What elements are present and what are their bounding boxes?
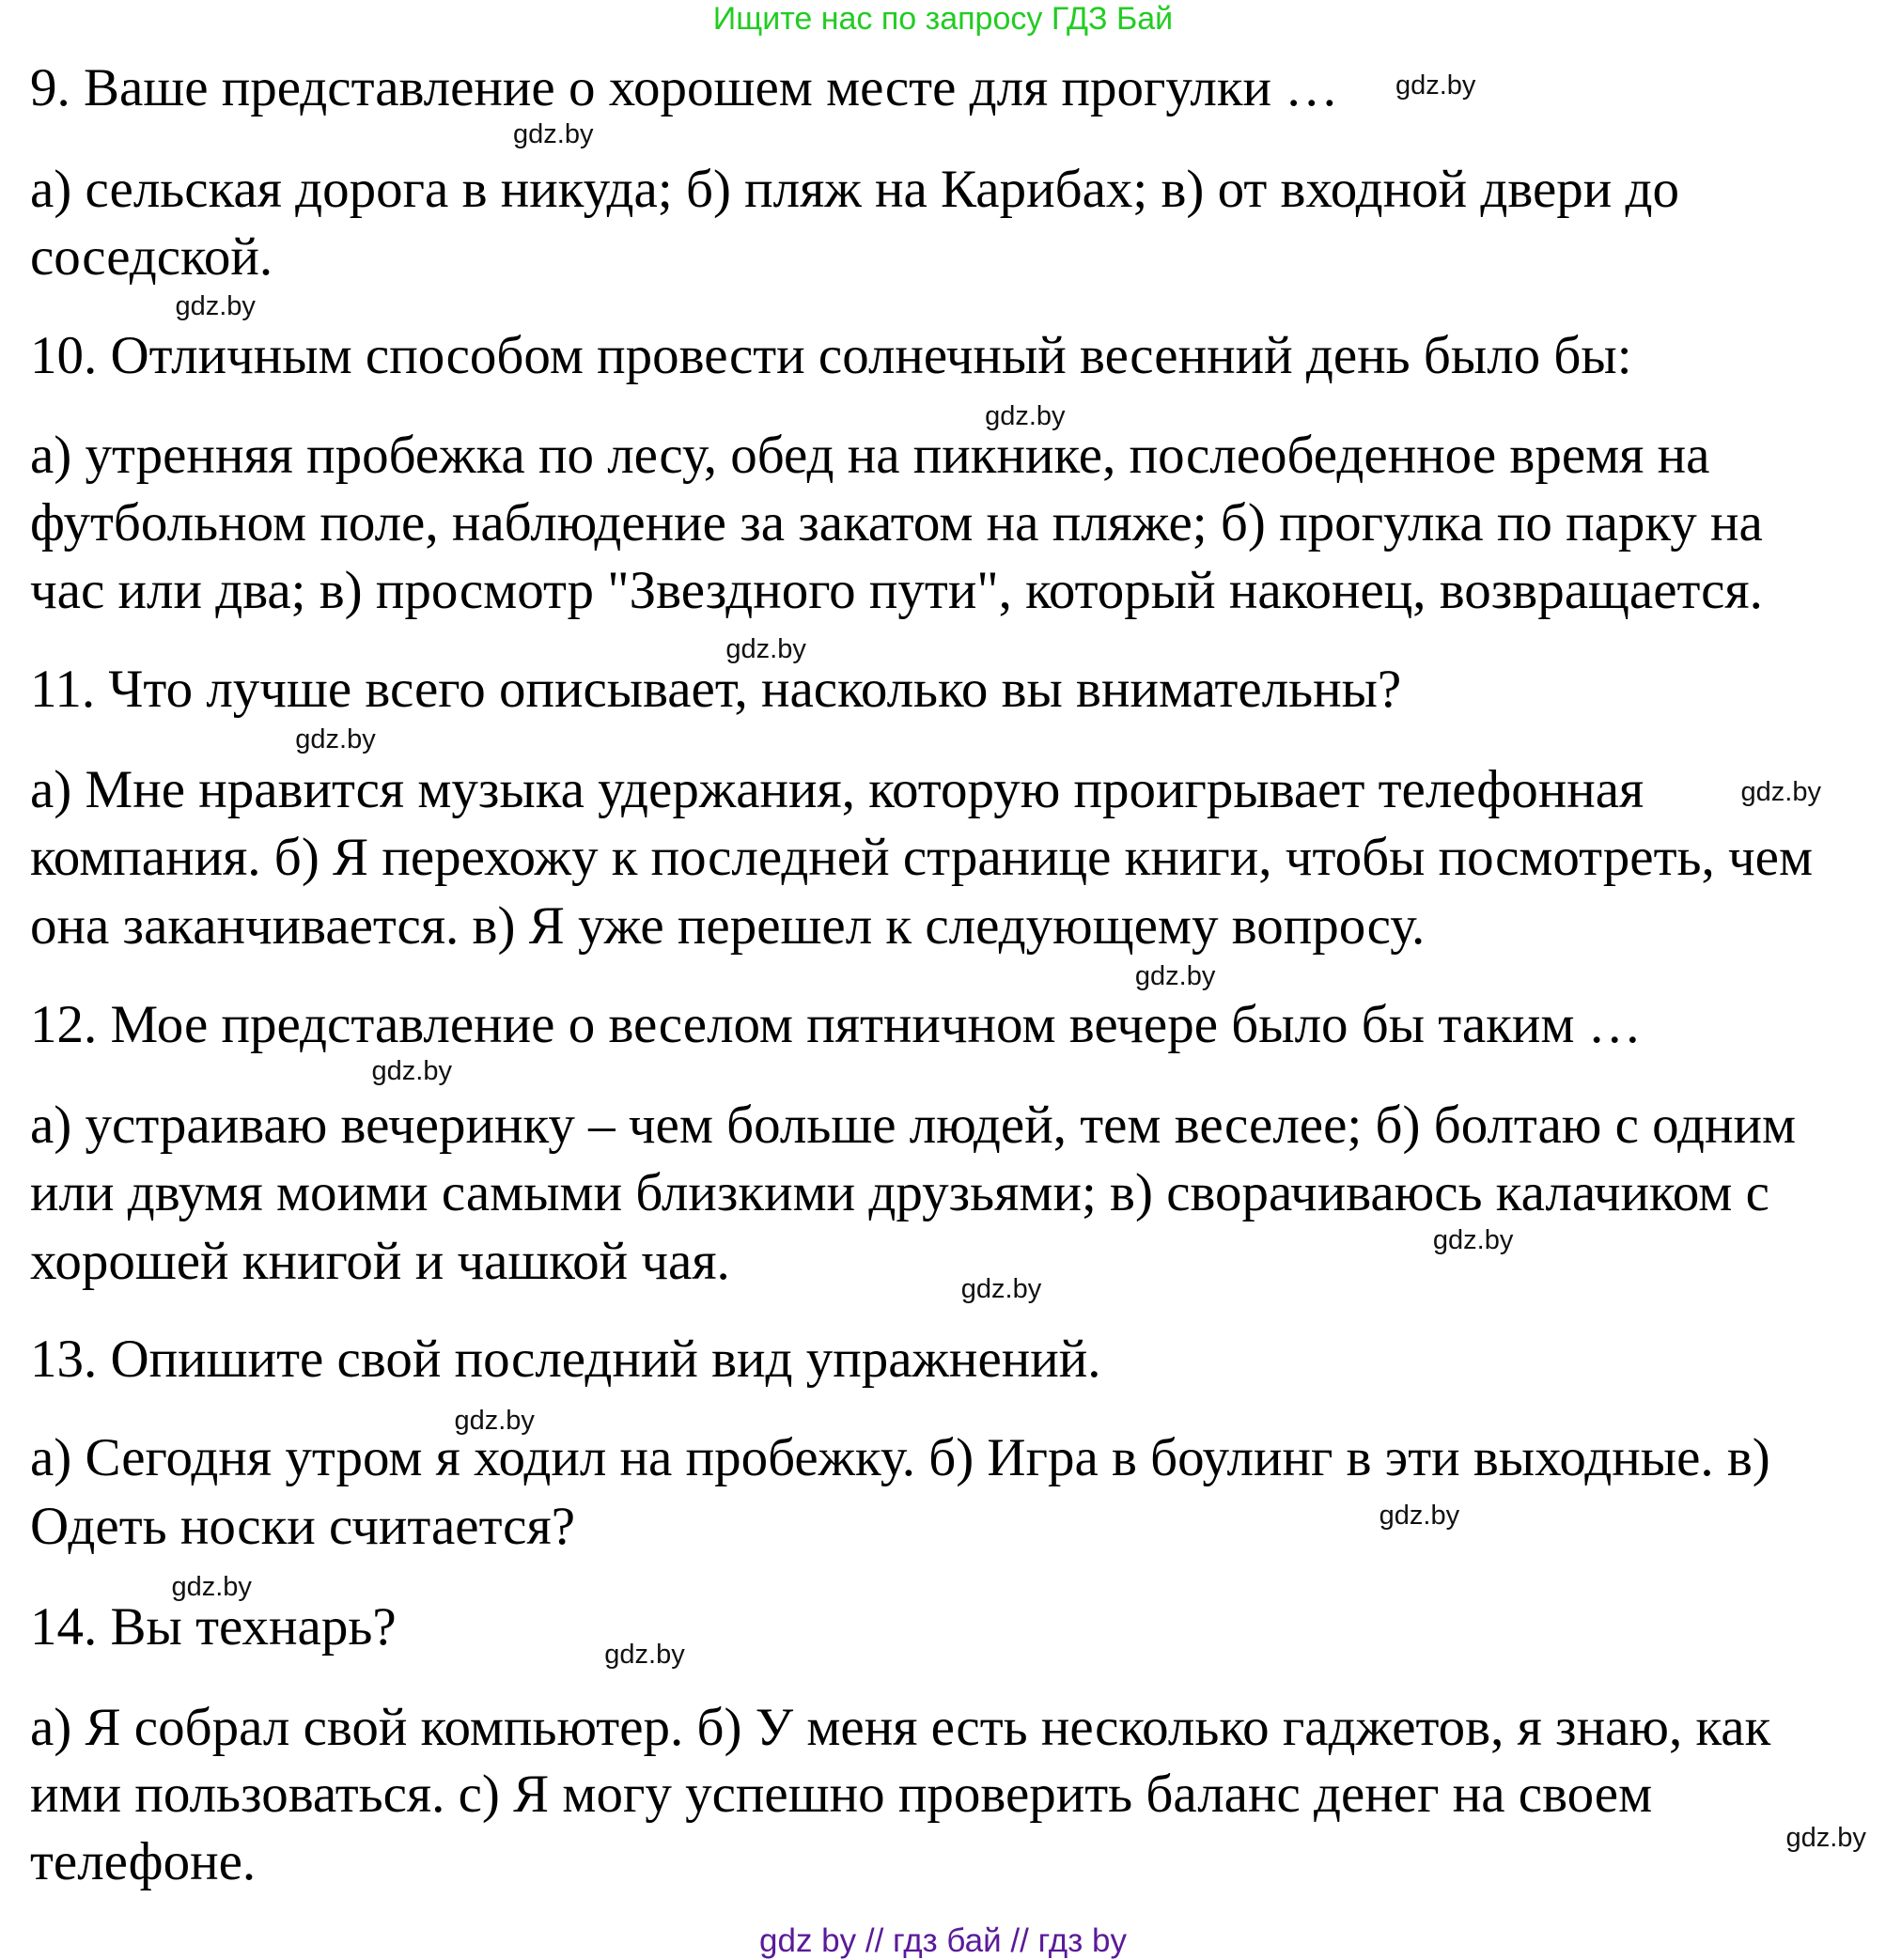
answer-line: час или два; в) просмотр "Звездного пути", который наконец, возвращается. — [30, 561, 1763, 621]
question-line: 9. Ваше представление о хорошем месте для прогулки … — [30, 57, 1339, 117]
watermark-text: gdz.by — [171, 1571, 252, 1602]
question-line: 13. Опишите свой последний вид упражнений. — [30, 1329, 1101, 1389]
watermark-text: gdz.by — [1395, 70, 1476, 101]
answer-line: а) устраиваю вечеринку – чем больше людей, тем веселее; б) болтаю с одним — [30, 1095, 1797, 1155]
watermark-text: gdz.by — [725, 634, 806, 665]
answer-line: а) Мне нравится музыка удержания, которую проигрывает телефонная — [30, 760, 1644, 820]
answer-line: Одеть носки считается? — [30, 1497, 575, 1557]
footer-links: gdz by // гдз бай // гдз by — [759, 1922, 1127, 1959]
answer-line: телефоне. — [30, 1832, 257, 1892]
watermark-text: gdz.by — [985, 401, 1066, 432]
answer-line: ими пользоваться. с) Я могу успешно проверить баланс денег на своем — [30, 1765, 1653, 1825]
answer-line: хорошей книгой и чашкой чая. — [30, 1232, 730, 1292]
search-hint-banner: Ищите нас по запросу ГДЗ Бай — [712, 1, 1174, 37]
answer-line: а) сельская дорога в никуда; б) пляж на Карибах; в) от входной двери до — [30, 159, 1680, 219]
answer-line: соседской. — [30, 226, 273, 287]
watermark-text: gdz.by — [1740, 777, 1821, 808]
watermark-text: gdz.by — [1134, 960, 1216, 991]
watermark-text: gdz.by — [1785, 1823, 1866, 1854]
answer-line: компания. б) Я перехожу к последней странице книги, чтобы посмотреть, чем — [30, 827, 1814, 887]
answer-line: а) Сегодня утром я ходил на пробежку. б) Игра в боулинг в эти выходные. в) — [30, 1428, 1770, 1488]
question-line: 14. Вы технарь? — [30, 1596, 397, 1657]
answer-line: или двумя моими самыми близкими друзьями; в) сворачиваюсь калачиком с — [30, 1162, 1769, 1222]
watermark-text: gdz.by — [1379, 1500, 1460, 1531]
answer-line: она заканчивается. в) Я уже перешел к следующему вопросу. — [30, 896, 1426, 957]
watermark-text: gdz.by — [513, 118, 594, 149]
watermark-text: gdz.by — [175, 291, 256, 322]
watermark-text: gdz.by — [295, 724, 376, 755]
question-line: 12. Мое представление о веселом пятничном вечере было бы таким … — [30, 995, 1642, 1055]
watermark-text: gdz.by — [604, 1639, 685, 1670]
watermark-text: gdz.by — [1432, 1224, 1514, 1255]
watermark-text: gdz.by — [960, 1273, 1042, 1304]
answer-line: а) Я собрал свой компьютер. б) У меня есть несколько гаджетов, я знаю, как — [30, 1697, 1771, 1757]
answer-line: а) утренняя пробежка по лесу, обед на пикнике, послеобеденное время на — [30, 426, 1710, 486]
question-line: 10. Отличным способом провести солнечный весенний день было бы: — [30, 325, 1632, 385]
watermark-text: gdz.by — [371, 1056, 452, 1086]
answer-line: футбольном поле, наблюдение за закатом на пляже; б) прогулка по парку на — [30, 493, 1763, 553]
question-line: 11. Что лучше всего описывает, насколько вы внимательны? — [30, 660, 1402, 720]
watermark-text: gdz.by — [454, 1405, 535, 1436]
